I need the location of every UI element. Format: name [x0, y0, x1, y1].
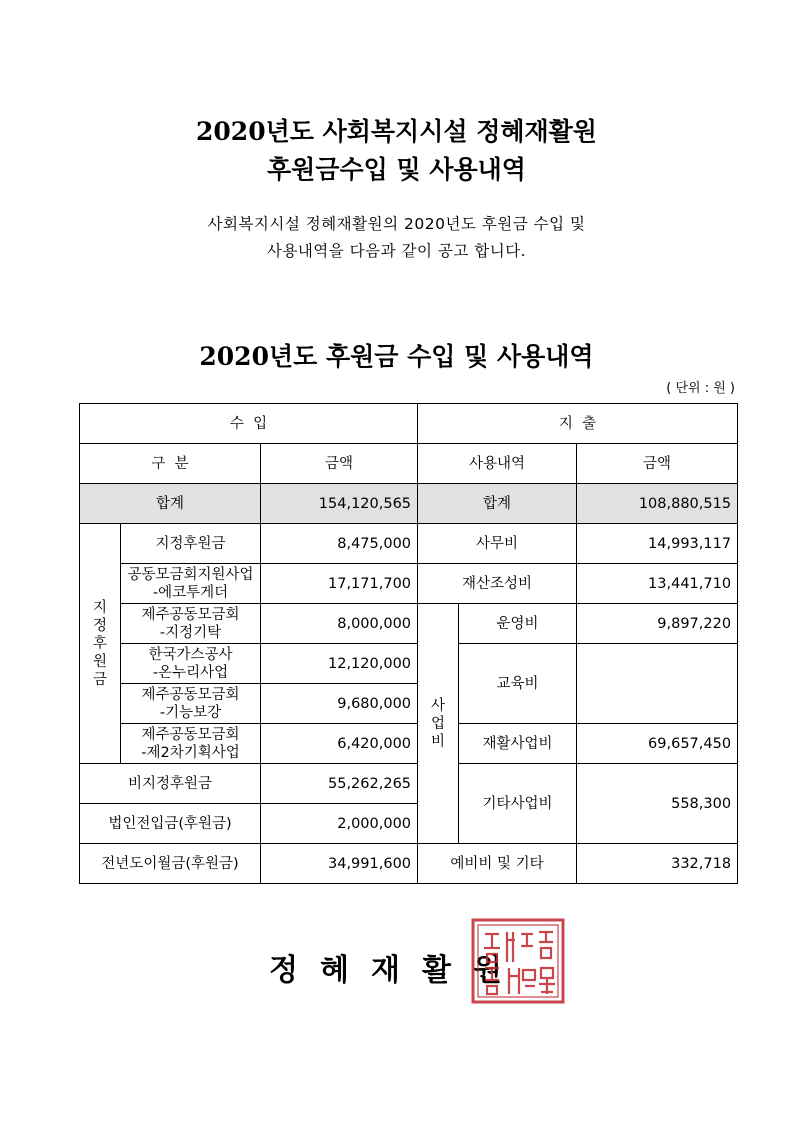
expense-item-label: 기타사업비 [459, 764, 577, 844]
section-title: 2020년도 후원금 수입 및 사용내역 [199, 342, 594, 371]
category-header: 구 분 [80, 444, 261, 484]
income-item-label: 전년도이월금(후원금) [80, 844, 261, 884]
expense-item-label: 교육비 [459, 644, 577, 724]
income-item-label: 공동모금회지원사업 -에코투게더 [121, 564, 261, 604]
unit-label: ( 단위 : 원 ) [666, 381, 735, 396]
expense-item-label: 운영비 [459, 604, 577, 644]
table-subheader-row [80, 444, 738, 484]
income-total-label: 합계 [80, 484, 261, 524]
income-item-amount: 34,991,600 [261, 844, 418, 884]
intro-line2: 사용내역을 다음과 같이 공고 합니다. [266, 242, 527, 260]
income-item-label: 비지정후원금 [80, 764, 261, 804]
income-item-label: 제주공동모금회 -기능보강 [121, 684, 261, 724]
expense-item-amount: 558,300 [577, 764, 738, 844]
income-item-amount: 6,420,000 [261, 724, 418, 764]
red-official-seal-icon [471, 918, 565, 1004]
income-item-label: 제주공동모금회 -제2차기획사업 [121, 724, 261, 764]
table-row [80, 564, 738, 604]
income-item-amount: 17,171,700 [261, 564, 418, 604]
table-row [80, 764, 738, 804]
table-row [80, 604, 738, 644]
table-row [80, 524, 738, 564]
business-group-label: 사 업 비 [418, 604, 459, 844]
income-item-amount: 2,000,000 [261, 804, 418, 844]
income-item-amount: 9,680,000 [261, 684, 418, 724]
signature-text: 정혜재활원 [269, 953, 524, 988]
expense-header: 지 출 [418, 404, 738, 444]
usage-header: 사용내역 [418, 444, 577, 484]
donation-table [79, 403, 738, 884]
expense-item-label: 재활사업비 [459, 724, 577, 764]
expense-total-label: 합계 [418, 484, 577, 524]
designated-group-label: 지 정 후 원 금 [80, 524, 121, 764]
intro-line1: 사회복지시설 정혜재활원의 2020년도 후원금 수입 및 [207, 215, 586, 233]
income-item-label: 지정후원금 [121, 524, 261, 564]
income-header: 수 입 [80, 404, 418, 444]
expense-item-amount: 13,441,710 [577, 564, 738, 604]
expense-item-amount: 14,993,117 [577, 524, 738, 564]
income-item-amount: 8,475,000 [261, 524, 418, 564]
signature-block [0, 945, 793, 989]
expense-item-amount [577, 644, 738, 724]
income-item-amount: 8,000,000 [261, 604, 418, 644]
table-header-row [80, 404, 738, 444]
income-item-label: 제주공동모금회 -지정기탁 [121, 604, 261, 644]
income-total-value: 154,120,565 [261, 484, 418, 524]
document-title-line1: 2020년도 사회복지시설 정혜재활원 [196, 117, 597, 146]
income-item-amount: 12,120,000 [261, 644, 418, 684]
document-title-line2: 후원금수입 및 사용내역 [267, 155, 526, 184]
expense-amount-header: 금액 [577, 444, 738, 484]
expense-item-amount: 69,657,450 [577, 724, 738, 764]
table-row [80, 724, 738, 764]
income-item-amount: 55,262,265 [261, 764, 418, 804]
total-row [80, 484, 738, 524]
income-amount-header: 금액 [261, 444, 418, 484]
expense-item-label: 사무비 [418, 524, 577, 564]
expense-item-label: 재산조성비 [418, 564, 577, 604]
table-row [80, 844, 738, 884]
expense-item-label: 예비비 및 기타 [418, 844, 577, 884]
table-row [80, 644, 738, 684]
expense-item-amount: 332,718 [577, 844, 738, 884]
expense-item-amount: 9,897,220 [577, 604, 738, 644]
income-item-label: 한국가스공사 -온누리사업 [121, 644, 261, 684]
income-item-label: 법인전입금(후원금) [80, 804, 261, 844]
expense-total-value: 108,880,515 [577, 484, 738, 524]
